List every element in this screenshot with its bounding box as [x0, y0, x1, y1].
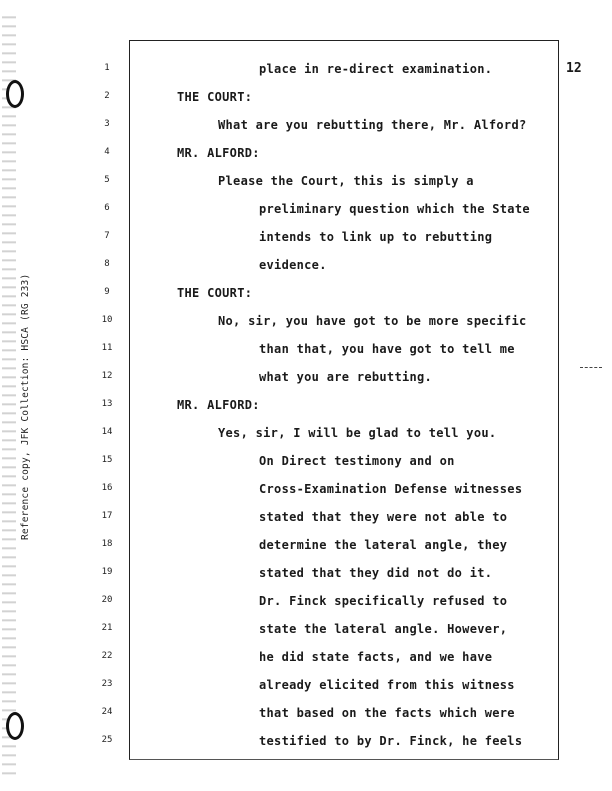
line-number: 5	[104, 175, 110, 185]
transcript-line: already elicited from this witness	[259, 678, 515, 692]
transcript-line: evidence.	[259, 258, 327, 272]
transcript-line: preliminary question which the State	[259, 202, 530, 216]
transcript-line: stated that they did not do it.	[259, 566, 493, 580]
transcript-line: than that, you have got to tell me	[259, 342, 515, 356]
transcript-line: Please the Court, this is simply a	[218, 174, 474, 188]
speaker-label: MR. ALFORD:	[177, 398, 260, 412]
binding-margin	[2, 10, 16, 780]
line-number: 22	[101, 651, 113, 661]
line-number: 11	[101, 343, 113, 353]
transcript-line: place in re-direct examination.	[259, 62, 493, 76]
line-number: 24	[101, 707, 113, 717]
line-number: 9	[104, 287, 110, 297]
line-number: 3	[104, 119, 110, 129]
speaker-label: MR. ALFORD:	[177, 146, 260, 160]
transcript-line: Cross-Examination Defense witnesses	[259, 482, 523, 496]
transcript-line: Dr. Finck specifically refused to	[259, 594, 508, 608]
line-number: 1	[104, 63, 110, 73]
line-number: 7	[104, 231, 110, 241]
line-number: 15	[101, 455, 113, 465]
line-number: 21	[101, 623, 113, 633]
line-number: 16	[101, 483, 113, 493]
transcript-line: intends to link up to rebutting	[259, 230, 493, 244]
speaker-label: THE COURT:	[177, 90, 253, 104]
speaker-label: THE COURT:	[177, 286, 253, 300]
line-number: 23	[101, 679, 113, 689]
line-number: 12	[101, 371, 113, 381]
punch-hole-bottom	[6, 712, 24, 740]
line-number: 20	[101, 595, 113, 605]
line-number: 10	[101, 315, 113, 325]
punch-hole-top	[6, 80, 24, 108]
transcript-line: he did state facts, and we have	[259, 650, 493, 664]
page-number: 12	[566, 61, 582, 76]
transcript-line: state the lateral angle. However,	[259, 622, 508, 636]
line-number: 8	[104, 259, 110, 269]
archive-stamp: Reference copy, JFK Collection: HSCA (RG 233)	[20, 273, 31, 540]
line-number: 25	[101, 735, 113, 745]
transcript-line: determine the lateral angle, they	[259, 538, 508, 552]
transcript-line: what you are rebutting.	[259, 370, 433, 384]
line-number: 13	[101, 399, 113, 409]
transcript-line: stated that they were not able to	[259, 510, 508, 524]
line-number: 18	[101, 539, 113, 549]
transcript-line: Yes, sir, I will be glad to tell you.	[218, 426, 497, 440]
margin-mark	[580, 367, 602, 369]
line-number: 2	[104, 91, 110, 101]
transcript-line: No, sir, you have got to be more specific	[218, 314, 527, 328]
line-number: 6	[104, 203, 110, 213]
line-number: 19	[101, 567, 113, 577]
line-number: 4	[104, 147, 110, 157]
line-number: 14	[101, 427, 113, 437]
transcript-line: On Direct testimony and on	[259, 454, 455, 468]
transcript-line: What are you rebutting there, Mr. Alford?	[218, 118, 527, 132]
transcript-line: testified to by Dr. Finck, he feels	[259, 734, 523, 748]
line-number: 17	[101, 511, 113, 521]
transcript-line: that based on the facts which were	[259, 706, 515, 720]
